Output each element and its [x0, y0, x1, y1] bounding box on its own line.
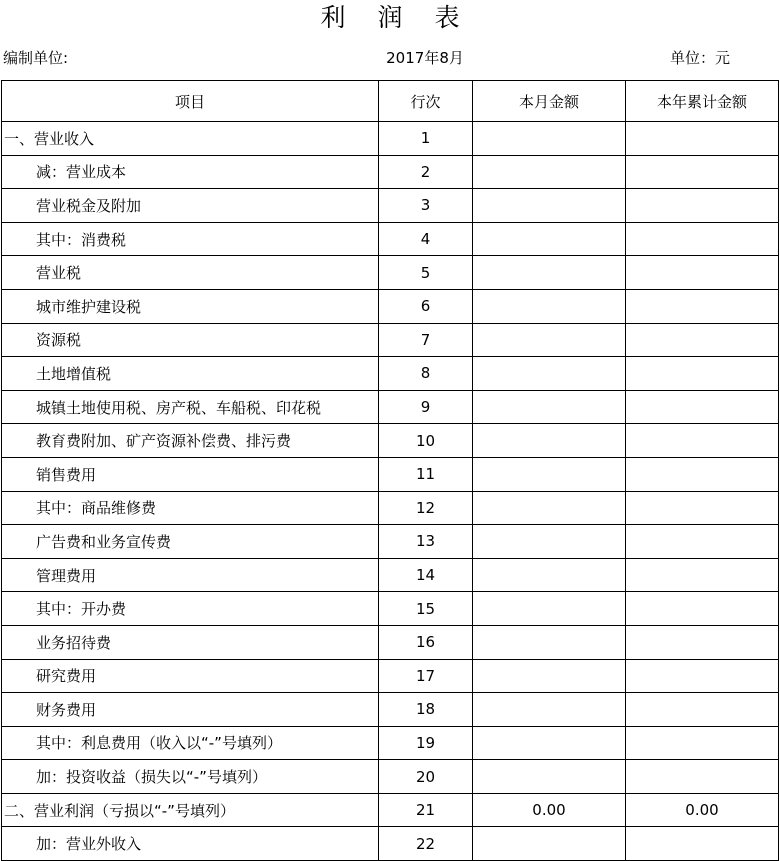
- ytd-amount-cell: [626, 827, 779, 861]
- table-row: [2, 491, 779, 525]
- line-number-cell: 11: [379, 457, 473, 491]
- month-amount-cell: [473, 390, 626, 424]
- line-number-cell: 3: [379, 189, 473, 223]
- ytd-amount-cell: [626, 390, 779, 424]
- line-number-cell: 10: [379, 424, 473, 458]
- item-cell: 一、营业收入: [2, 122, 379, 156]
- month-amount-cell: [473, 760, 626, 794]
- table-row: [2, 726, 779, 760]
- table-row: [2, 155, 779, 189]
- line-number-cell: 8: [379, 357, 473, 391]
- ytd-amount-cell: [626, 558, 779, 592]
- table-row: [2, 592, 779, 626]
- currency-unit: 单位：元: [669, 49, 730, 67]
- table-row: [2, 289, 779, 323]
- table-row: [2, 256, 779, 290]
- table-row: [2, 827, 779, 861]
- table-row: [2, 357, 779, 391]
- item-cell: 教育费附加、矿产资源补偿费、排污费: [2, 424, 379, 458]
- ytd-amount-cell: [626, 155, 779, 189]
- month-amount-cell: [473, 424, 626, 458]
- line-number-cell: 18: [379, 693, 473, 727]
- item-cell: 研究费用: [2, 659, 379, 693]
- month-amount-cell: [473, 592, 626, 626]
- table-row: [2, 424, 779, 458]
- line-number-cell: 7: [379, 323, 473, 357]
- month-amount-cell: [473, 289, 626, 323]
- month-amount-cell: [473, 189, 626, 223]
- month-amount-cell: [473, 827, 626, 861]
- table-row: [2, 760, 779, 794]
- month-amount-cell: [473, 558, 626, 592]
- month-amount-cell: 0.00: [473, 793, 626, 827]
- month-amount-cell: [473, 155, 626, 189]
- table-row: [2, 558, 779, 592]
- header-month-amount: 本月金额: [473, 81, 626, 122]
- line-number-cell: 16: [379, 625, 473, 659]
- ytd-amount-cell: [626, 457, 779, 491]
- item-cell: 城镇土地使用税、房产税、车船税、印花税: [2, 390, 379, 424]
- line-number-cell: 21: [379, 793, 473, 827]
- report-period: 2017年8月: [386, 49, 464, 67]
- ytd-amount-cell: [626, 592, 779, 626]
- item-cell: 资源税: [2, 323, 379, 357]
- item-cell: 销售费用: [2, 457, 379, 491]
- header-ytd-amount: 本年累计金额: [626, 81, 779, 122]
- table-row: [2, 793, 779, 827]
- item-cell: 城市维护建设税: [2, 289, 379, 323]
- month-amount-cell: [473, 491, 626, 525]
- item-cell: 其中：开办费: [2, 592, 379, 626]
- ytd-amount-cell: [626, 256, 779, 290]
- line-number-cell: 1: [379, 122, 473, 156]
- line-number-cell: 20: [379, 760, 473, 794]
- item-cell: 其中：消费税: [2, 222, 379, 256]
- ytd-amount-cell: [626, 424, 779, 458]
- item-cell: 财务费用: [2, 693, 379, 727]
- ytd-amount-cell: [626, 760, 779, 794]
- month-amount-cell: [473, 659, 626, 693]
- table-row: [2, 693, 779, 727]
- line-number-cell: 12: [379, 491, 473, 525]
- item-cell: 加：投资收益（损失以“-”号填列）: [2, 760, 379, 794]
- item-cell: 营业税金及附加: [2, 189, 379, 223]
- line-number-cell: 9: [379, 390, 473, 424]
- ytd-amount-cell: [626, 357, 779, 391]
- line-number-cell: 5: [379, 256, 473, 290]
- month-amount-cell: [473, 693, 626, 727]
- table-row: [2, 525, 779, 559]
- table-row: [2, 323, 779, 357]
- ytd-amount-cell: [626, 525, 779, 559]
- item-cell: 营业税: [2, 256, 379, 290]
- month-amount-cell: [473, 457, 626, 491]
- table-row: [2, 222, 779, 256]
- line-number-cell: 15: [379, 592, 473, 626]
- line-number-cell: 6: [379, 289, 473, 323]
- item-cell: 土地增值税: [2, 357, 379, 391]
- ytd-amount-cell: [626, 189, 779, 223]
- item-cell: 减：营业成本: [2, 155, 379, 189]
- month-amount-cell: [473, 525, 626, 559]
- item-cell: 其中：利息费用（收入以“-”号填列）: [2, 726, 379, 760]
- table-row: [2, 457, 779, 491]
- line-number-cell: 14: [379, 558, 473, 592]
- header-row: [2, 81, 779, 122]
- ytd-amount-cell: [626, 323, 779, 357]
- ytd-amount-cell: [626, 222, 779, 256]
- line-number-cell: 17: [379, 659, 473, 693]
- month-amount-cell: [473, 625, 626, 659]
- compiling-unit-label: 编制单位:: [3, 49, 69, 67]
- line-number-cell: 19: [379, 726, 473, 760]
- month-amount-cell: [473, 256, 626, 290]
- ytd-amount-cell: [626, 693, 779, 727]
- ytd-amount-cell: [626, 659, 779, 693]
- income-statement-table: [1, 80, 779, 861]
- ytd-amount-cell: [626, 122, 779, 156]
- month-amount-cell: [473, 726, 626, 760]
- report-title: 利润表: [320, 3, 492, 32]
- table-row: [2, 189, 779, 223]
- ytd-amount-cell: [626, 726, 779, 760]
- table-row: [2, 390, 779, 424]
- ytd-amount-cell: [626, 491, 779, 525]
- table-row: [2, 625, 779, 659]
- line-number-cell: 22: [379, 827, 473, 861]
- line-number-cell: 4: [379, 222, 473, 256]
- month-amount-cell: [473, 357, 626, 391]
- month-amount-cell: [473, 222, 626, 256]
- ytd-amount-cell: [626, 625, 779, 659]
- ytd-amount-cell: [626, 289, 779, 323]
- line-number-cell: 2: [379, 155, 473, 189]
- item-cell: 业务招待费: [2, 625, 379, 659]
- item-cell: 二、营业利润（亏损以“-”号填列）: [2, 793, 379, 827]
- line-number-cell: 13: [379, 525, 473, 559]
- item-cell: 其中：商品维修费: [2, 491, 379, 525]
- table-row: [2, 659, 779, 693]
- table-row: [2, 122, 779, 156]
- item-cell: 加：营业外收入: [2, 827, 379, 861]
- item-cell: 广告费和业务宣传费: [2, 525, 379, 559]
- month-amount-cell: [473, 122, 626, 156]
- header-line: 行次: [379, 81, 473, 122]
- ytd-amount-cell: 0.00: [626, 793, 779, 827]
- header-item: 项目: [2, 81, 379, 122]
- month-amount-cell: [473, 323, 626, 357]
- item-cell: 管理费用: [2, 558, 379, 592]
